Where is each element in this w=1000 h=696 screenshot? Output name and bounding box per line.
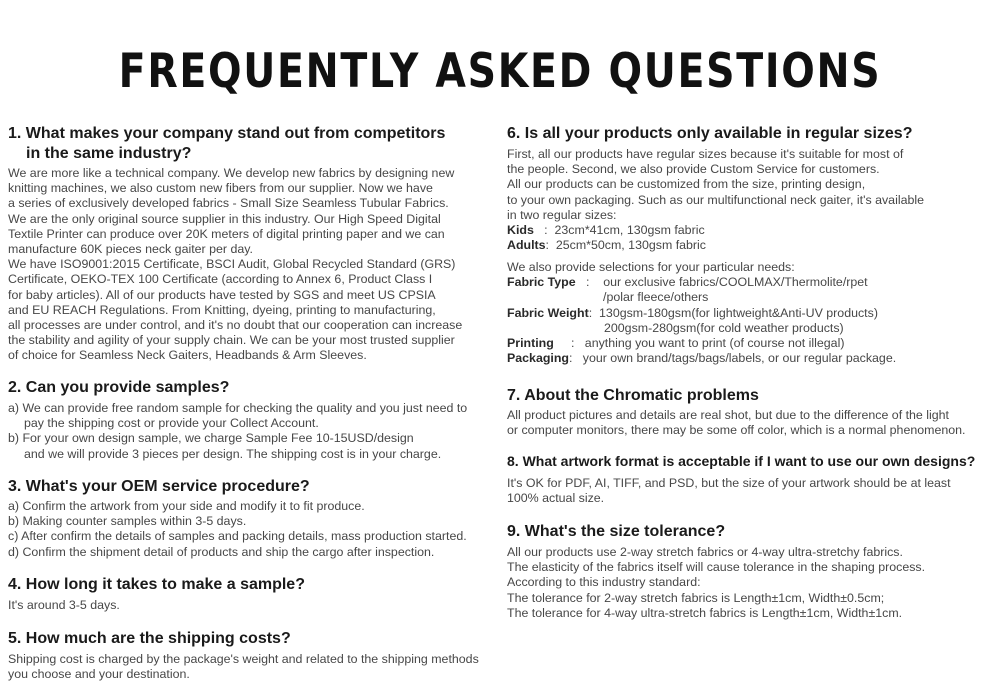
faq-7-answer — [507, 408, 997, 438]
kids-label: Kids — [507, 222, 534, 237]
answer-line: According to this industry standard: — [507, 575, 701, 590]
answer-line: The tolerance for 2-way stretch fabrics is Length±1cm, Width±0.5cm; — [507, 590, 885, 605]
answer-line: We are more like a technical company. We develop new fabrics by designing new — [8, 166, 455, 180]
faq-6-selections — [507, 260, 997, 366]
printing-row: Printing : anything you want to print (of course not illegal) — [507, 335, 845, 350]
faq-2-question: 2. Can you provide samples? — [8, 379, 230, 396]
faq-5-answer — [8, 652, 498, 682]
faq-4-question: 4. How long it takes to make a sample? — [8, 576, 305, 593]
faq-1-heading-line1: 1. What makes your company stand out from competitors — [8, 125, 446, 142]
faq-8-question: 8. What artwork format is acceptable if I want to use our own designs? — [507, 453, 976, 469]
answer-line: It's around 3-5 days. — [8, 598, 120, 612]
answer-line: and we will provide 3 pieces per design. The shipping cost is in your charge. — [24, 446, 442, 461]
faq-3-answer — [8, 499, 498, 560]
answer-line: a series of exclusively developed fabrics - Small Size Seamless Tubular Fabrics. — [8, 196, 449, 211]
answer-line: to your own packaging. Such as our multifunctional neck gaiter, it's available — [507, 192, 924, 207]
answer-line: All our products use 2-way stretch fabrics or 4-way ultra-stretchy fabrics. — [507, 545, 903, 559]
answer-line: We have ISO9001:2015 Certificate, BSCI Audit, Global Recycled Standard (GRS) — [8, 257, 456, 272]
selections-intro: We also provide selections for your particular needs: — [507, 260, 795, 274]
answer-line: or computer monitors, there may be some off color, which is a normal phenomenon. — [507, 423, 966, 438]
faq-8-answer — [507, 476, 997, 506]
answer-line: Shipping cost is charged by the package's weight and related to the shipping methods — [8, 652, 479, 666]
adults-label: Adults — [507, 238, 546, 253]
answer-line: We are the only original source supplier in this industry. Our High Speed Digital — [8, 211, 441, 226]
fabric-weight-row: Fabric Weight: 130gsm-180gsm(for lightweight&Anti-UV products) — [507, 305, 878, 320]
answer-line: of choice for Seamless Neck Gaiters, Headbands & Arm Sleeves. — [8, 348, 367, 363]
answer-line: b) For your own design sample, we charge Sample Fee 10-15USD/design — [8, 431, 414, 446]
adults-value: 25cm*50cm, 130gsm fabric — [555, 238, 707, 253]
packaging-label: Packaging — [507, 351, 569, 366]
answer-line: d) Confirm the shipment detail of products and ship the cargo after inspection. — [8, 544, 435, 559]
answer-line: you choose and your destination. — [8, 667, 190, 682]
printing-value: anything you want to print (of course not illegal) — [584, 335, 845, 350]
answer-line: and EU REACH Regulations. From Knitting, dyeing, printing to manufacturing, — [8, 302, 436, 317]
answer-line: all processes are under control, and it's no doubt that our cooperation can increase — [8, 317, 463, 332]
answer-line: in two regular sizes: — [507, 207, 617, 222]
fabric-type-value-cont: /polar fleece/others — [603, 290, 709, 305]
answer-line: The elasticity of the fabrics itself will cause tolerance in the shaping process. — [507, 560, 926, 575]
page-title: FREQUENTLY ASKED QUESTIONS — [118, 44, 882, 99]
faq-7-question: 7. About the Chromatic problems — [507, 387, 759, 404]
kids-value: 23cm*41cm, 130gsm fabric — [554, 222, 705, 237]
size-adults: Adults: 25cm*50cm, 130gsm fabric — [507, 238, 707, 253]
answer-line: the people. Second, we also provide Custom Service for customers. — [507, 162, 880, 177]
fabric-weight-value-cont: 200gsm-280gsm(for cold weather products) — [604, 320, 844, 335]
faq-9-question: 9. What's the size tolerance? — [507, 523, 726, 540]
faq-5-question: 5. How much are the shipping costs? — [8, 630, 291, 647]
packaging-row: Packaging: your own brand/tags/bags/labels, or our regular package. — [507, 351, 897, 366]
fabric-weight-label: Fabric Weight — [507, 305, 589, 320]
answer-line: a) Confirm the artwork from your side and modify it to fit produce. — [8, 499, 365, 513]
faq-1-question — [8, 124, 498, 164]
answer-line: It's OK for PDF, AI, TIFF, and PSD, but the size of your artwork should be at least — [507, 476, 951, 490]
fabric-weight-value: 130gsm-180gsm(for lightweight&Anti-UV products) — [599, 305, 878, 320]
size-kids: Kids : 23cm*41cm, 130gsm fabric — [507, 222, 705, 237]
answer-line: All our products can be customized from the size, printing design, — [507, 177, 866, 192]
fabric-type-label: Fabric Type — [507, 275, 576, 290]
answer-line: Certificate, OEKO-TEX 100 Certificate (according to Annex 6, Product Class I — [8, 272, 433, 287]
packaging-value: your own brand/tags/bags/labels, or our regular package. — [582, 351, 897, 366]
answer-line: First, all our products have regular sizes because it's suitable for most of — [507, 147, 904, 161]
printing-label: Printing — [507, 335, 554, 350]
answer-line: pay the shipping cost or provide your Collect Account. — [24, 416, 319, 431]
faq-6-question: 6. Is all your products only available in regular sizes? — [507, 125, 913, 142]
faq-3-question: 3. What's your OEM service procedure? — [8, 478, 310, 495]
faq-1-answer — [8, 166, 498, 363]
answer-line: knitting machines, we also custom new fibers from our supplier. Now we have — [8, 181, 433, 196]
faq-9-answer — [507, 545, 997, 621]
answer-line: the stability and agility of your supply chain. We can be your most trusted supplier — [8, 333, 455, 348]
answer-line: 100% actual size. — [507, 491, 605, 506]
faq-6-answer — [507, 147, 997, 253]
faq-1-heading-line2: in the same industry? — [26, 145, 192, 162]
answer-line: c) After confirm the details of samples and packing details, mass production started. — [8, 529, 467, 544]
answer-line: manufacture 60K pieces neck gaiter per day. — [8, 241, 253, 256]
answer-line: for baby articles). All of our products have tested by SGS and meet US CPSIA — [8, 287, 436, 302]
faq-2-answer — [8, 401, 498, 462]
fabric-type-value: our exclusive fabrics/COOLMAX/Thermolite/rpet — [603, 275, 868, 290]
faq-4-answer — [8, 598, 498, 613]
answer-line: Textile Printer can produce over 20K meters of digital printing paper and we can — [8, 226, 445, 241]
fabric-type-row: Fabric Type : our exclusive fabrics/COOLMAX/Thermolite/rpet — [507, 275, 868, 290]
answer-line: a) We can provide free random sample for checking the quality and you just need to — [8, 401, 468, 415]
answer-line: All product pictures and details are real shot, but due to the difference of the light — [507, 408, 949, 422]
answer-line: The tolerance for 4-way ultra-stretch fabrics is Length±1cm, Width±1cm. — [507, 605, 903, 620]
answer-line: b) Making counter samples within 3-5 days. — [8, 514, 247, 529]
